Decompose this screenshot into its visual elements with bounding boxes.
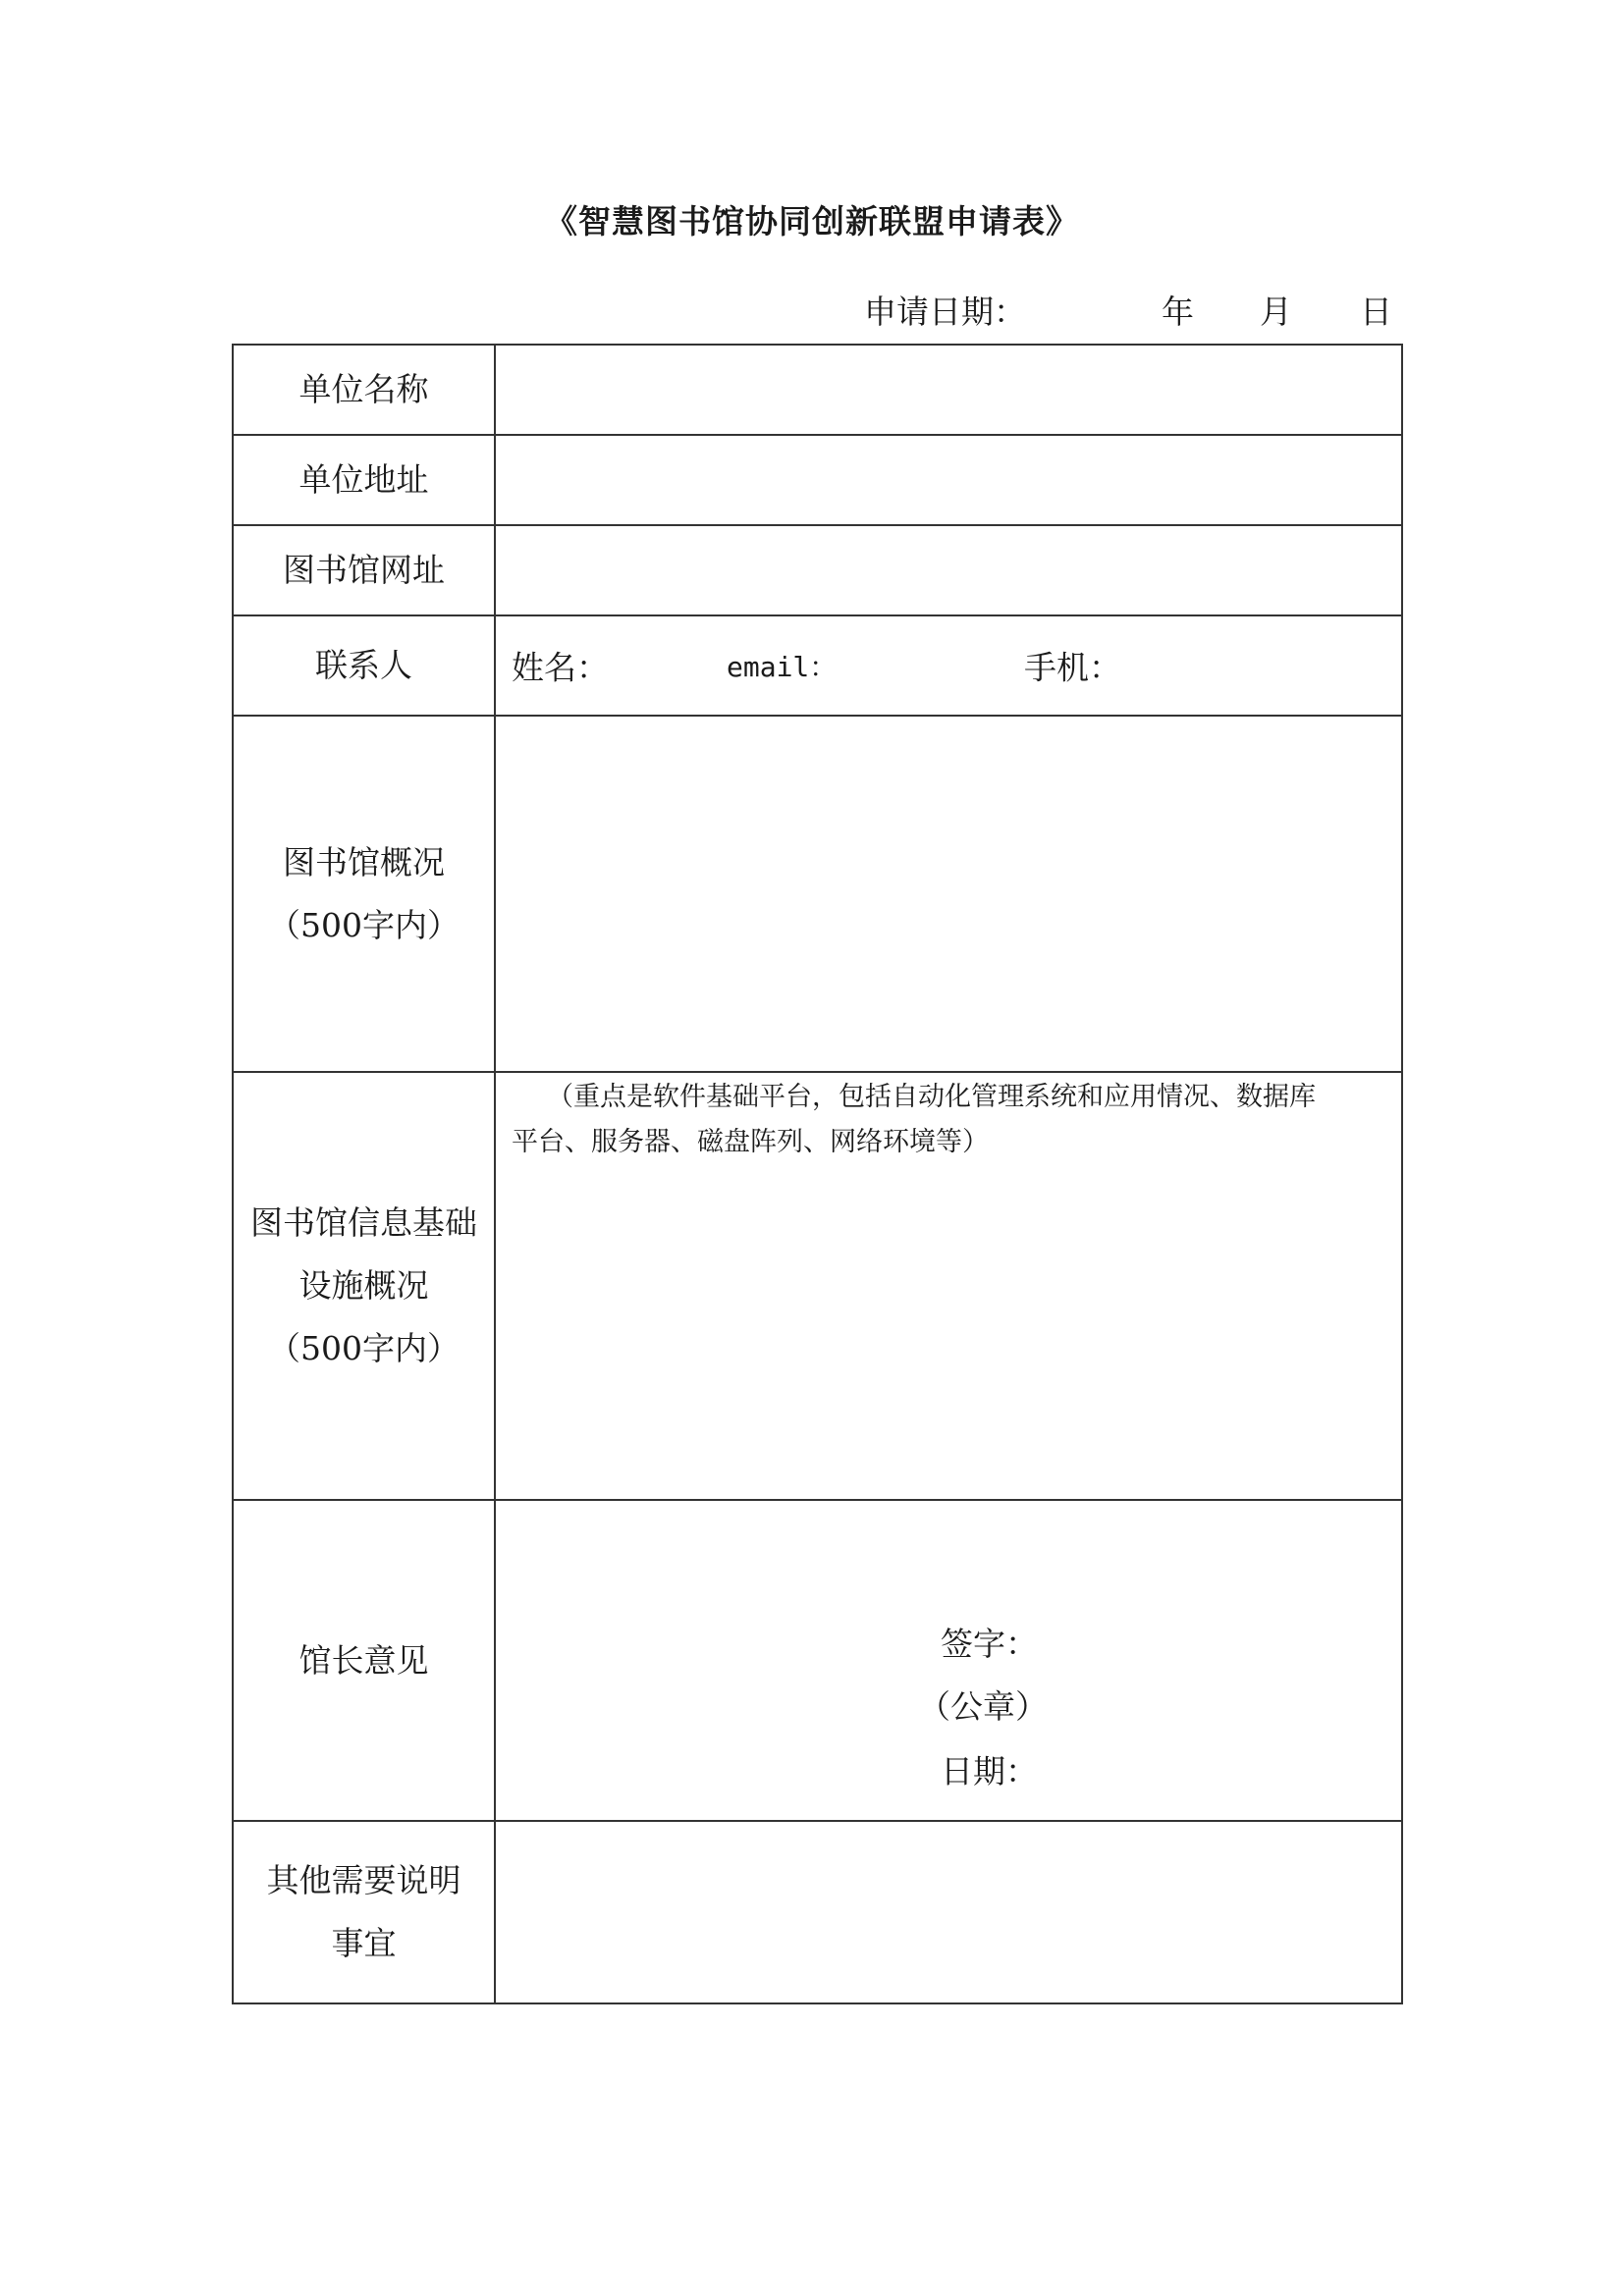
seal-label: （公章） [918, 1687, 1048, 1726]
row-unit-address [233, 435, 1402, 525]
contact-email-label: email： [727, 651, 838, 683]
other-notes-label [233, 1821, 495, 2003]
other-notes-field[interactable] [495, 1821, 1402, 2003]
row-infrastructure [233, 1072, 1402, 1500]
other-notes-label-line1: 其他需要说明 [266, 1861, 461, 1899]
library-url-label: 图书馆网址 [233, 525, 495, 615]
unit-address-label: 单位地址 [233, 435, 495, 525]
library-url-field[interactable] [495, 525, 1402, 615]
date-month-label: 月 [1260, 293, 1292, 331]
contact-label: 联系人 [233, 615, 495, 716]
director-opinion-field[interactable] [495, 1500, 1402, 1821]
date-day-label: 日 [1360, 293, 1392, 331]
infrastructure-hint-line1: （重点是软件基础平台，包括自动化管理系统和应用情况、数据库 [547, 1082, 1316, 1112]
infrastructure-label-line1: 图书馆信息基础 [250, 1203, 477, 1242]
application-form-table [232, 344, 1403, 2004]
signature-block [496, 1501, 1401, 1822]
unit-address-field[interactable] [495, 435, 1402, 525]
infrastructure-label-line3: （500字内） [268, 1329, 460, 1367]
row-unit-name [233, 345, 1402, 435]
application-date-line [0, 291, 1624, 334]
unit-name-field[interactable] [495, 345, 1402, 435]
infrastructure-label [233, 1072, 495, 1500]
library-overview-label-line1: 图书馆概况 [283, 842, 445, 881]
infrastructure-hint-line2: 平台、服务器、磁盘阵列、网络环境等） [512, 1127, 989, 1157]
row-library-overview [233, 716, 1402, 1072]
signature-date-label: 日期： [941, 1752, 1038, 1790]
unit-name-label: 单位名称 [233, 345, 495, 435]
infrastructure-field[interactable] [495, 1072, 1402, 1500]
date-year-label: 年 [1162, 293, 1194, 331]
library-overview-label-line2: （500字内） [268, 905, 460, 944]
signature-label: 签字： [941, 1625, 1038, 1663]
other-notes-label-line2: 事宜 [331, 1924, 397, 1962]
library-overview-field[interactable] [495, 716, 1402, 1072]
contact-field[interactable] [495, 615, 1402, 716]
row-contact [233, 615, 1402, 716]
form-title: 《智慧图书馆协同创新联盟申请表》 [545, 202, 1079, 240]
infrastructure-hint [512, 1075, 1381, 1165]
row-library-url [233, 525, 1402, 615]
row-other-notes [233, 1821, 1402, 2003]
application-date-label: 申请日期： [864, 293, 1026, 331]
library-overview-label [233, 716, 495, 1072]
infrastructure-label-line2: 设施概况 [298, 1266, 429, 1305]
contact-name-label: 姓名： [512, 648, 609, 687]
contact-phone-label: 手机： [1024, 648, 1121, 687]
director-opinion-label: 馆长意见 [233, 1500, 495, 1821]
row-director-opinion [233, 1500, 1402, 1821]
